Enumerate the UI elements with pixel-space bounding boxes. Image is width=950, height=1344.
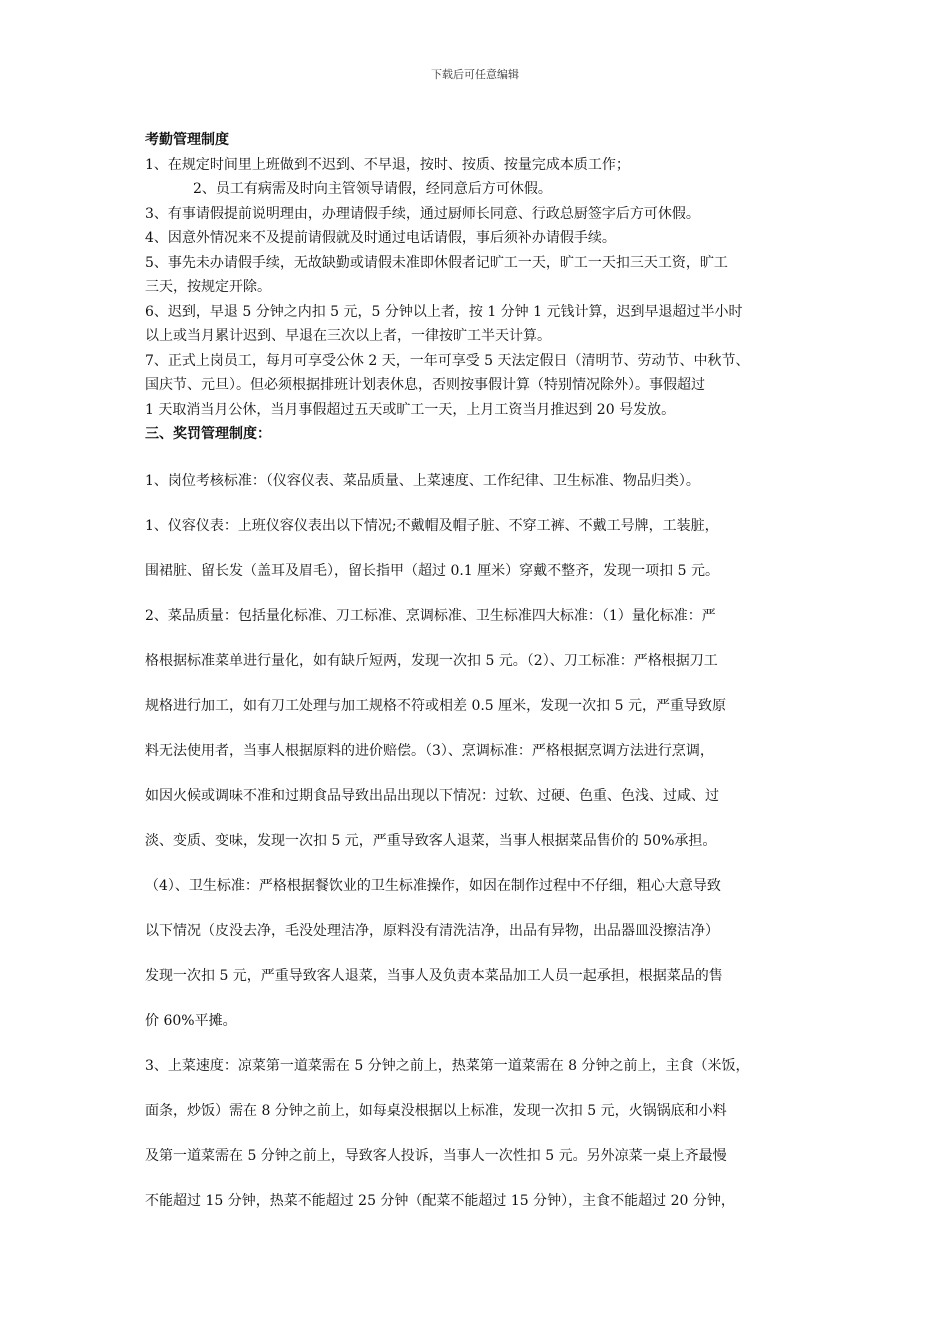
attendance-item: 4、因意外情况来不及提前请假就及时通过电话请假，事后须补办请假手续。 — [145, 230, 616, 246]
attendance-item: 7、正式上岗员工，每月可享受公休 2 天，一年可享受 5 天法定假日（清明节、劳动节、中秋节、 — [145, 352, 750, 369]
attendance-item: 5、事先未办请假手续，无故缺勤或请假未准即休假者记旷工一天，旷工一天扣三天工资，旷工 — [145, 254, 728, 271]
rewards-line: 以下情况（皮没去净，毛没处理洁净，原料没有清洗洁净，出品有异物，出品器皿没擦洁净） — [145, 923, 719, 939]
rewards-line: 价 60%平摊。 — [145, 1013, 237, 1029]
attendance-item: 三天，按规定开除。 — [145, 279, 271, 295]
rewards-line: （4）、卫生标准：严格根据餐饮业的卫生标准操作，如因在制作过程中不仔细，粗心大意导致 — [145, 878, 721, 894]
rewards-line: 淡、变质、变味，发现一次扣 5 元，严重导致客人退菜，当事人根据菜品售价的 50%承担。 — [145, 833, 717, 849]
rewards-line: 如因火候或调味不准和过期食品导致出品出现以下情况：过软、过硬、色重、色浅、过咸、过 — [145, 788, 719, 804]
rewards-title: 三、奖罚管理制度： — [145, 426, 271, 442]
attendance-item: 1 天取消当月公休，当月事假超过五天或旷工一天，上月工资当月推迟到 20 号发放。 — [145, 401, 676, 418]
attendance-item: 6、迟到，早退 5 分钟之内扣 5 元，5 分钟以上者，按 1 分钟 1 元钱计算，迟到早退超过半小时 — [145, 303, 743, 320]
rewards-line: 1、岗位考核标准：（仪容仪表、菜品质量、上菜速度、工作纪律、卫生标准、物品归类）。 — [145, 473, 700, 489]
rewards-line: 3、上菜速度：凉菜第一道菜需在 5 分钟之前上，热菜第一道菜需在 8 分钟之前上，主食（米饭， — [145, 1058, 750, 1074]
rewards-line: 1、仪容仪表：上班仪容仪表出以下情况;不戴帽及帽子脏、不穿工裤、不戴工号牌，工装脏， — [145, 518, 719, 534]
page-header: 下载后可任意编辑 — [431, 68, 519, 81]
attendance-item: 3、有事请假提前说明理由，办理请假手续，通过厨师长同意、行政总厨签字后方可休假。 — [145, 205, 700, 222]
attendance-section — [145, 128, 825, 447]
rewards-line: 规格进行加工，如有刀工处理与加工规格不符或相差 0.5 厘米，发现一次扣 5 元，严重导致原 — [145, 698, 726, 714]
rewards-line: 及第一道菜需在 5 分钟之前上，导致客人投诉，当事人一次性扣 5 元。另外凉菜一桌上齐最慢 — [145, 1148, 727, 1164]
rewards-line: 料无法使用者，当事人根据原料的进价赔偿。（3）、烹调标准：严格根据烹调方法进行烹调， — [145, 743, 714, 759]
rewards-line: 面条，炒饭）需在 8 分钟之前上，如每桌没根据以上标准，发现一次扣 5 元，火锅锅底和小料 — [145, 1103, 727, 1119]
attendance-item: 国庆节、元旦）。但必须根据排班计划表休息，否则按事假计算（特别情况除外）。事假超过 — [145, 377, 705, 393]
rewards-line: 发现一次扣 5 元，严重导致客人退菜，当事人及负责本菜品加工人员一起承担，根据菜品的售 — [145, 968, 723, 984]
attendance-title: 考勤管理制度 — [145, 132, 229, 148]
attendance-item: 2、员工有病需及时向主管领导请假，经同意后方可休假。 — [193, 181, 552, 197]
attendance-item: 以上或当月累计迟到、早退在三次以上者，一律按旷工半天计算。 — [145, 328, 551, 344]
rewards-line: 围裙脏、留长发（盖耳及眉毛），留长指甲（超过 0.1 厘米）穿戴不整齐，发现一项扣 5 元。 — [145, 563, 719, 579]
attendance-item: 1、在规定时间里上班做到不迟到、不早退，按时、按质、按量完成本质工作； — [145, 156, 630, 173]
rewards-line: 2、菜品质量：包括量化标准、刀工标准、烹调标准、卫生标准四大标准：（1）量化标准：严 — [145, 608, 716, 624]
rewards-line: 格根据标准菜单进行量化，如有缺斤短两，发现一次扣 5 元。（2）、刀工标准：严格根据刀工 — [145, 653, 718, 669]
rewards-line: 不能超过 15 分钟，热菜不能超过 25 分钟（配菜不能超过 15 分钟），主食不能超过 20 分钟， — [145, 1193, 735, 1209]
